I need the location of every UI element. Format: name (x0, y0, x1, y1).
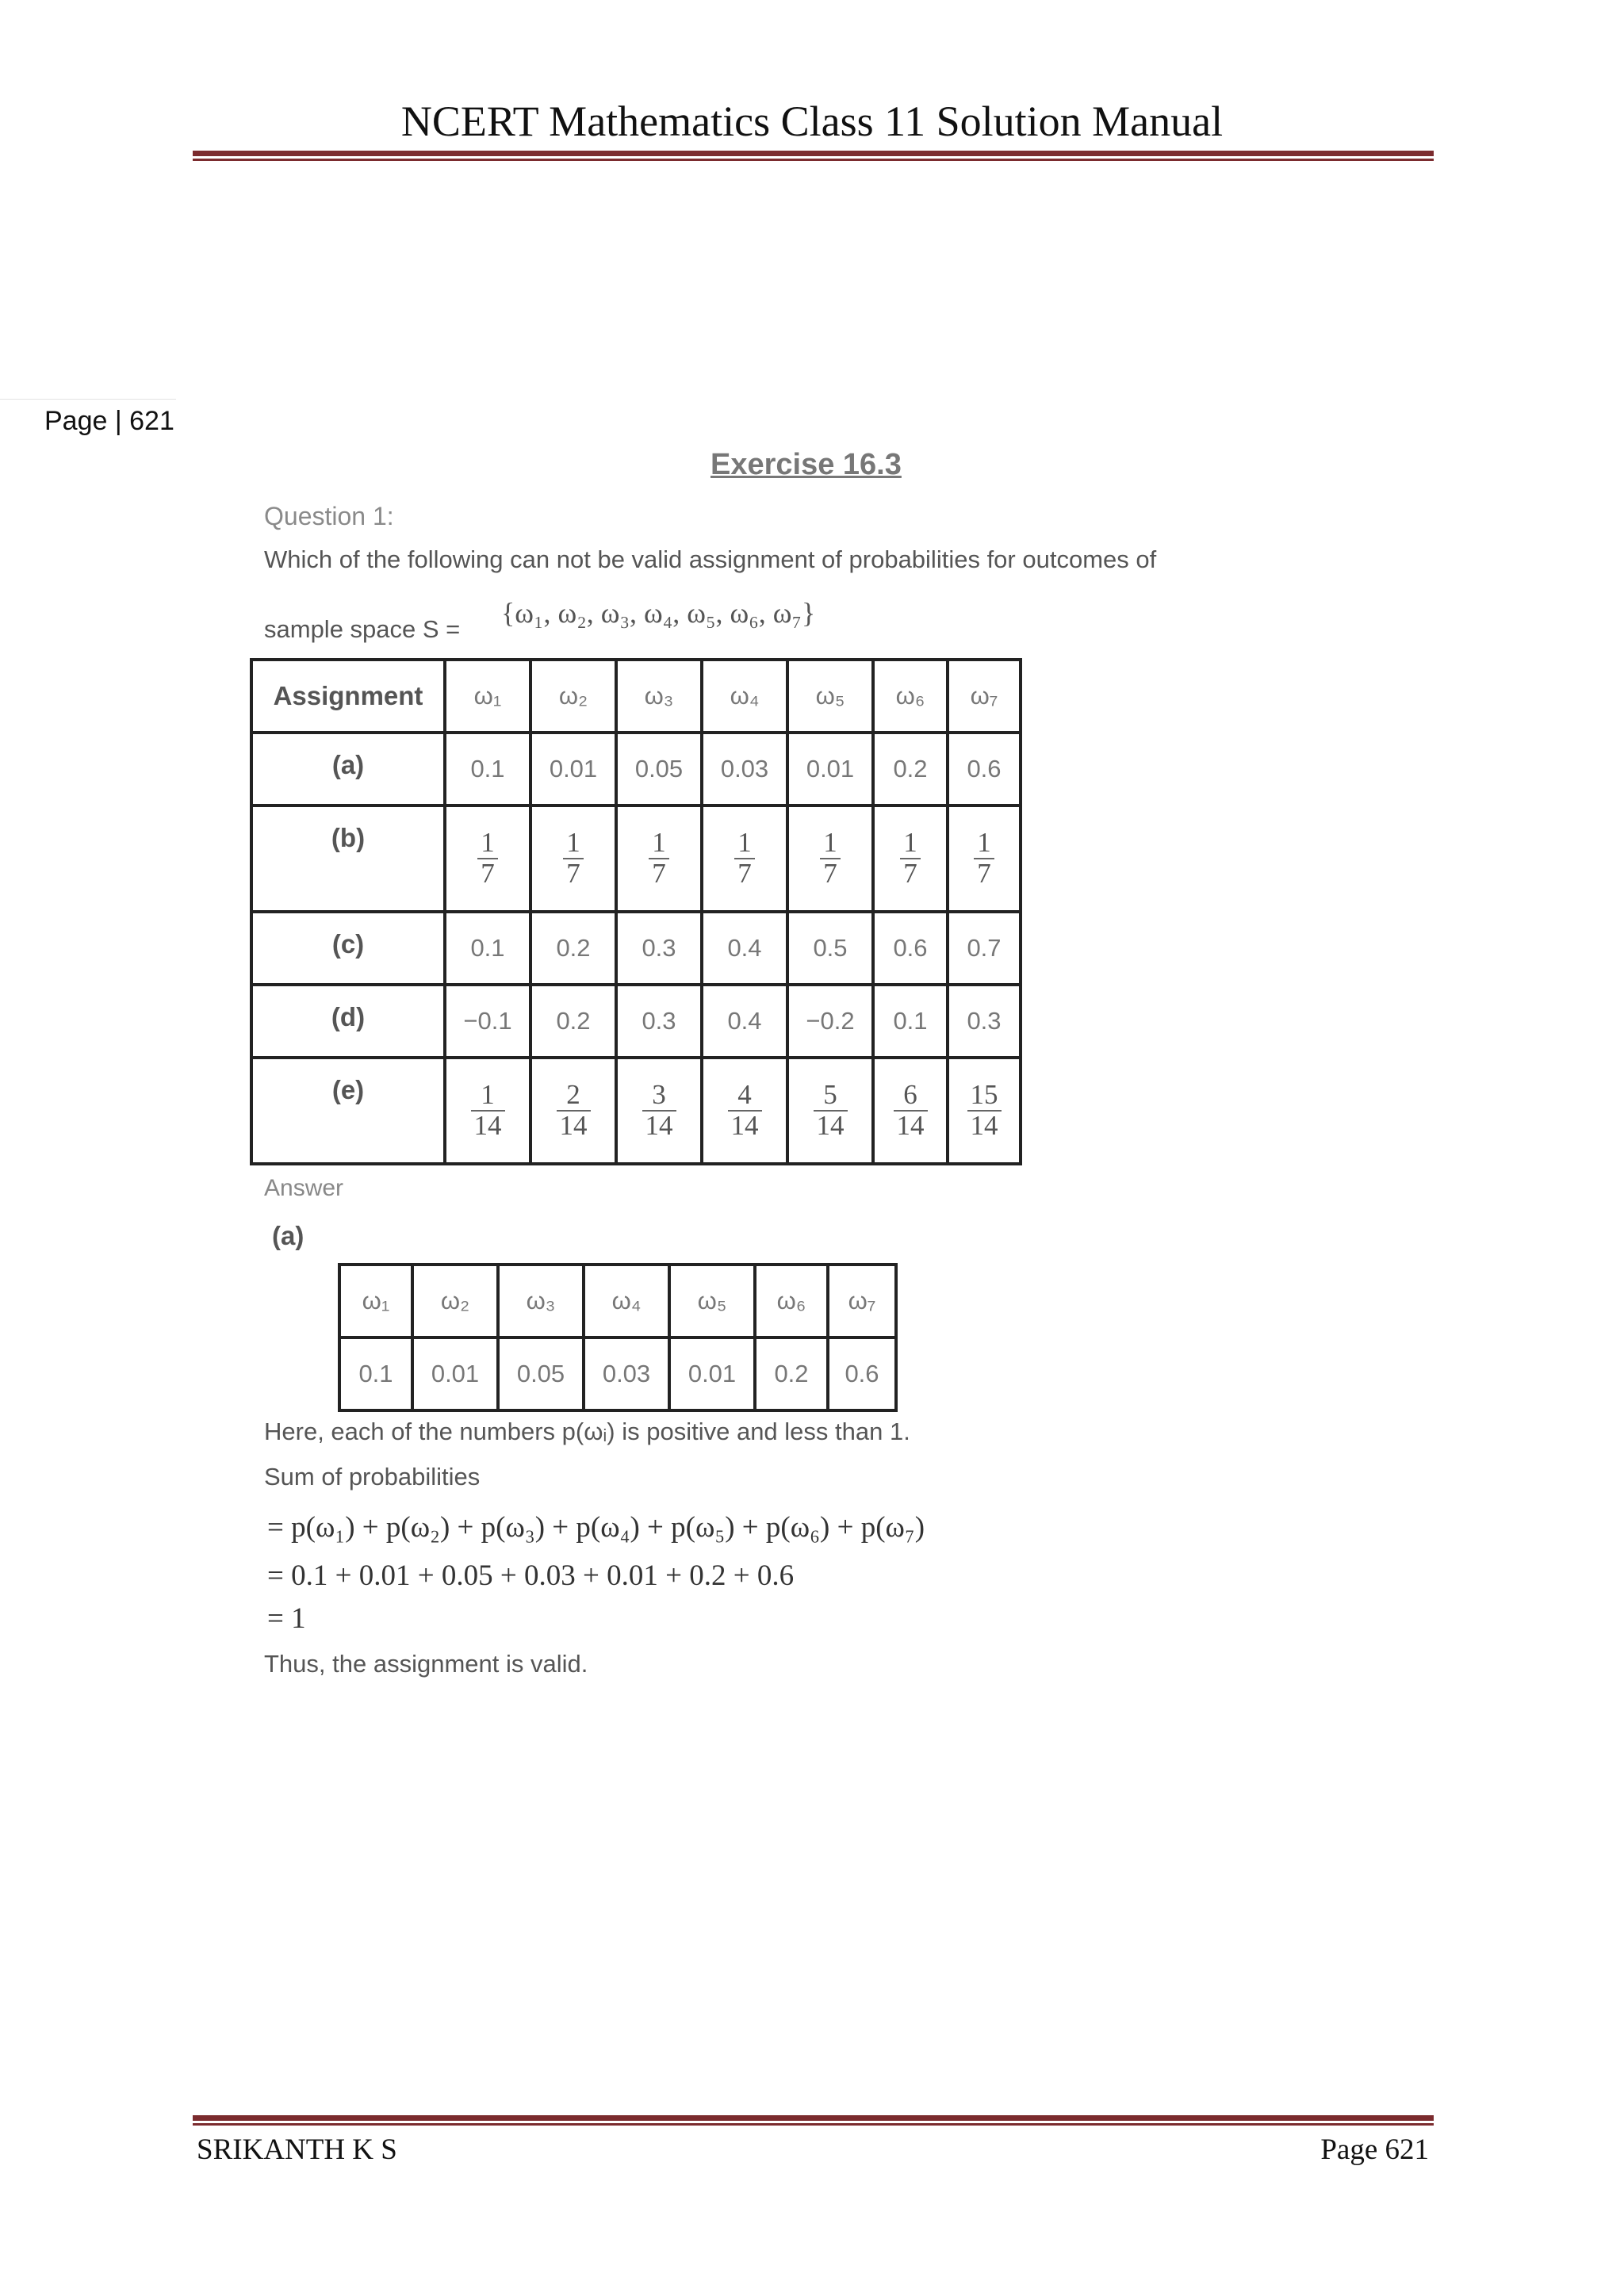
probability-cell: 0.03 (702, 733, 787, 806)
probability-cell: −0.2 (787, 985, 873, 1058)
probability-cell: 0.2 (873, 733, 948, 806)
probability-cell (948, 1058, 1021, 1164)
probability-cell: 0.03 (584, 1337, 669, 1410)
solution-line: Here, each of the numbers p(ωᵢ) is positive and less than 1. (264, 1418, 910, 1445)
conclusion-text: Thus, the assignment is valid. (264, 1650, 588, 1678)
column-header-omega: ω₇ (828, 1265, 896, 1337)
probability-cell (616, 1058, 702, 1164)
fraction-denominator: 14 (816, 1109, 845, 1141)
fraction (734, 828, 755, 889)
question-text: Which of the following can not be valid assignment of probabilities for outcomes of (264, 545, 1157, 573)
row-label: (e) (251, 1058, 445, 1164)
fraction-denominator: 14 (473, 1109, 502, 1141)
column-header-omega: ω₇ (948, 660, 1021, 733)
equation-line: = 1 (267, 1602, 306, 1635)
probability-cell: 0.01 (412, 1337, 498, 1410)
fraction (471, 1081, 505, 1141)
answer-table (338, 1263, 898, 1412)
probability-cell: 0.6 (873, 912, 948, 985)
probability-cell: 0.6 (828, 1337, 896, 1410)
column-header-omega: ω₅ (787, 660, 873, 733)
fraction (900, 828, 921, 889)
fraction-numerator: 1 (734, 828, 755, 859)
column-header-omega: ω₆ (755, 1265, 828, 1337)
fraction-denominator: 7 (903, 857, 917, 889)
column-header-omega: ω₆ (873, 660, 948, 733)
probability-cell: 0.1 (873, 985, 948, 1058)
footer-author: SRIKANTH K S (197, 2133, 397, 2166)
fraction-numerator: 1 (471, 1081, 505, 1112)
footer-rule-thin (193, 2123, 1434, 2126)
probability-cell (530, 1058, 616, 1164)
probability-cell: 0.1 (339, 1337, 412, 1410)
document-title: NCERT Mathematics Class 11 Solution Manual (400, 98, 1224, 145)
probability-cell: 0.05 (498, 1337, 584, 1410)
table-row (339, 1337, 896, 1410)
table-header-row (339, 1265, 896, 1337)
fraction (649, 828, 669, 889)
fraction-denominator: 7 (481, 857, 495, 889)
column-header-omega: ω₄ (702, 660, 787, 733)
probability-cell (873, 806, 948, 912)
fraction-denominator: 14 (896, 1109, 925, 1141)
question-title: Question 1: (264, 502, 394, 530)
probability-cell: 0.05 (616, 733, 702, 806)
column-header-omega: ω₃ (498, 1265, 584, 1337)
column-header-omega: ω₂ (412, 1265, 498, 1337)
column-header-omega: ω₄ (584, 1265, 669, 1337)
probability-cell: 0.3 (948, 985, 1021, 1058)
row-label: (a) (251, 733, 445, 806)
probability-cell: 0.01 (787, 733, 873, 806)
header-rule (193, 151, 1434, 156)
fraction-numerator: 1 (563, 828, 584, 859)
probability-cell: 0.2 (530, 912, 616, 985)
probability-cell: 0.01 (530, 733, 616, 806)
assignment-table (250, 658, 1022, 1165)
margin-page-label: Page | 621 (44, 406, 174, 436)
probability-cell: 0.01 (669, 1337, 755, 1410)
fraction-numerator: 2 (557, 1081, 591, 1112)
table-row (251, 912, 1021, 985)
probability-cell: 0.1 (445, 912, 530, 985)
probability-cell: 0.3 (616, 985, 702, 1058)
fraction-denominator: 14 (645, 1109, 673, 1141)
probability-cell: 0.2 (530, 985, 616, 1058)
row-label: (c) (251, 912, 445, 985)
fraction (563, 828, 584, 889)
fraction (967, 1081, 1002, 1141)
column-header-omega: ω₁ (339, 1265, 412, 1337)
footer-page-number: Page 621 (1320, 2133, 1429, 2166)
probability-cell: 0.4 (702, 985, 787, 1058)
fraction-denominator: 7 (977, 857, 991, 889)
fraction-numerator: 6 (894, 1081, 928, 1112)
fraction-numerator: 1 (900, 828, 921, 859)
column-header-assignment: Assignment (251, 660, 445, 733)
fraction-numerator: 1 (820, 828, 841, 859)
probability-cell (445, 1058, 530, 1164)
column-header-omega: ω₁ (445, 660, 530, 733)
table-row (251, 806, 1021, 912)
fraction-numerator: 15 (967, 1081, 1002, 1112)
row-label: (d) (251, 985, 445, 1058)
footer-rule (193, 2115, 1434, 2121)
fraction-numerator: 1 (649, 828, 669, 859)
probability-cell (702, 806, 787, 912)
probability-cell (787, 806, 873, 912)
fraction (820, 828, 841, 889)
row-label: (b) (251, 806, 445, 912)
fraction (642, 1081, 676, 1141)
fraction-denominator: 14 (970, 1109, 998, 1141)
fraction (557, 1081, 591, 1141)
fraction (728, 1081, 762, 1141)
probability-cell (948, 806, 1021, 912)
fraction-denominator: 14 (559, 1109, 588, 1141)
fraction-denominator: 14 (730, 1109, 759, 1141)
probability-cell: 0.4 (702, 912, 787, 985)
probability-cell: 0.2 (755, 1337, 828, 1410)
fraction-numerator: 1 (974, 828, 994, 859)
exercise-heading: Exercise 16.3 (710, 448, 902, 481)
probability-cell (873, 1058, 948, 1164)
probability-cell (787, 1058, 873, 1164)
fraction-denominator: 7 (566, 857, 580, 889)
answer-label: Answer (264, 1175, 344, 1201)
equation-line: = 0.1 + 0.01 + 0.05 + 0.03 + 0.01 + 0.2 + 0.6 (267, 1559, 795, 1592)
margin-divider (0, 399, 176, 400)
fraction-numerator: 1 (477, 828, 498, 859)
probability-cell: 0.7 (948, 912, 1021, 985)
equation-line: = p(ω₁) + p(ω₂) + p(ω₃) + p(ω₄) + p(ω₅) + p(ω₆) + p(ω₇) (267, 1511, 925, 1544)
fraction (974, 828, 994, 889)
fraction-denominator: 7 (737, 857, 752, 889)
fraction-numerator: 3 (642, 1081, 676, 1112)
table-header-row (251, 660, 1021, 733)
table-row (251, 733, 1021, 806)
answer-part-label: (a) (272, 1221, 304, 1250)
probability-cell (616, 806, 702, 912)
table-row (251, 985, 1021, 1058)
probability-cell: 0.3 (616, 912, 702, 985)
solution-line: Sum of probabilities (264, 1463, 481, 1490)
probability-cell: 0.1 (445, 733, 530, 806)
probability-cell (530, 806, 616, 912)
table-row (251, 1058, 1021, 1164)
probability-cell: −0.1 (445, 985, 530, 1058)
header-rule-thin (193, 159, 1434, 161)
column-header-omega: ω₅ (669, 1265, 755, 1337)
fraction-numerator: 4 (728, 1081, 762, 1112)
fraction-denominator: 7 (823, 857, 837, 889)
fraction (894, 1081, 928, 1141)
sample-space-set: {ω₁, ω₂, ω₃, ω₄, ω₅, ω₆, ω₇} (501, 597, 816, 629)
probability-cell: 0.5 (787, 912, 873, 985)
fraction (477, 828, 498, 889)
fraction-numerator: 5 (814, 1081, 848, 1112)
fraction-denominator: 7 (652, 857, 666, 889)
fraction (814, 1081, 848, 1141)
column-header-omega: ω₂ (530, 660, 616, 733)
probability-cell: 0.6 (948, 733, 1021, 806)
probability-cell (445, 806, 530, 912)
probability-cell (702, 1058, 787, 1164)
sample-space-label: sample space S = (264, 615, 461, 643)
column-header-omega: ω₃ (616, 660, 702, 733)
